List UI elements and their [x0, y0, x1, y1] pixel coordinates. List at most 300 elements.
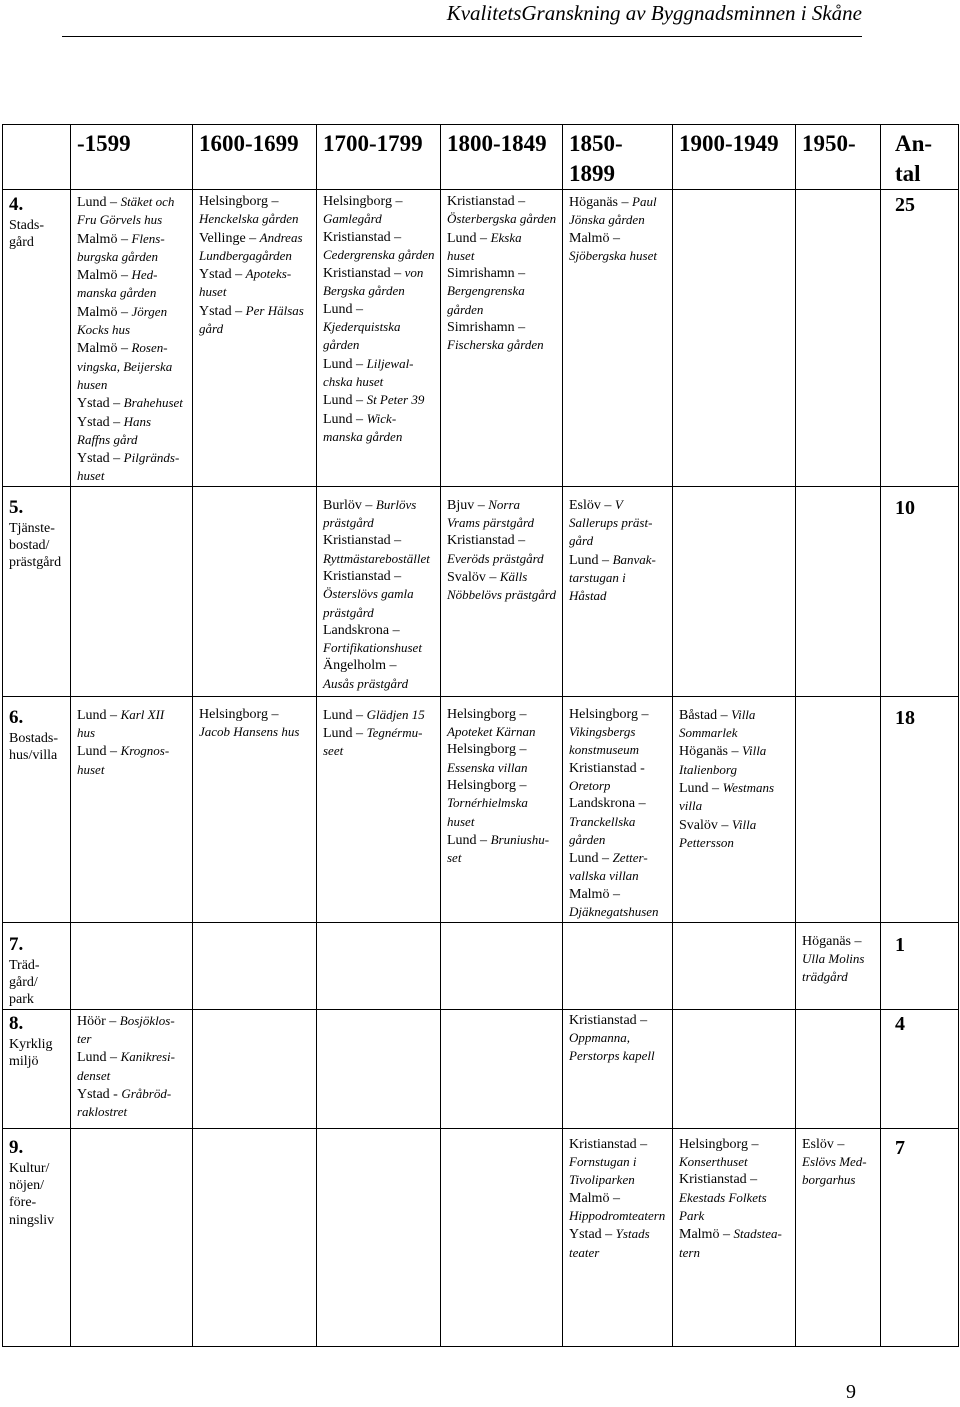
place-name: Lund –	[323, 726, 364, 742]
place-name: Helsingborg –	[447, 706, 527, 722]
building-entry-line	[569, 849, 670, 867]
building-entry-line	[323, 585, 438, 603]
place-name: Bjuv –	[447, 497, 485, 513]
building-cell	[673, 696, 796, 922]
building-name: Villa	[742, 743, 767, 759]
place-name: Malmö –	[77, 231, 128, 247]
building-entry-line	[199, 265, 314, 283]
building-entry-line	[323, 428, 438, 446]
building-entry-line	[569, 1225, 670, 1243]
building-entry-line	[447, 759, 560, 777]
building-entry-line	[77, 284, 190, 302]
building-name: Lundbergagården	[199, 247, 292, 263]
building-entry-line	[447, 794, 560, 812]
building-cell	[563, 1009, 673, 1128]
building-name: Vikingsbergs	[569, 724, 636, 740]
building-name: Perstorps kapell	[569, 1048, 655, 1064]
category-number: 5.	[9, 496, 24, 518]
building-count: 1	[895, 933, 905, 956]
building-name: Fortifikationshuset	[323, 640, 422, 656]
table-header-row	[3, 125, 959, 190]
category-cell	[3, 1128, 71, 1346]
building-name: Österslövs gamla	[323, 586, 414, 602]
header-cell-period	[563, 125, 673, 190]
category-cell	[3, 696, 71, 922]
building-name: Bergengrenska	[447, 283, 525, 299]
place-name: Ystad –	[199, 303, 243, 319]
place-name: Lund –	[323, 301, 364, 317]
building-name: chska huset	[323, 373, 384, 389]
building-entry-line	[77, 1085, 190, 1103]
empty-cell	[71, 1128, 193, 1346]
header-cell-period	[71, 125, 193, 190]
building-name: manska gården	[77, 285, 157, 301]
building-name: trädgård	[802, 969, 848, 985]
building-entry-line	[323, 355, 438, 373]
category-cell	[3, 922, 71, 1009]
place-name: Kristianstad -	[569, 760, 645, 776]
building-name: Flens-	[131, 230, 165, 246]
header-label-line: 1899	[569, 161, 615, 186]
building-entry-line	[323, 568, 438, 585]
building-name: Kanikresi-	[120, 1049, 175, 1065]
building-cell	[441, 190, 563, 487]
building-entry-line	[569, 903, 670, 921]
building-entry-line	[77, 742, 190, 760]
building-entry-line	[569, 1012, 670, 1029]
category-label-line: Träd-	[9, 957, 40, 973]
building-name: Kjederquistska	[323, 319, 401, 335]
building-name: teater	[569, 1244, 600, 1260]
building-count: 7	[895, 1136, 905, 1159]
place-name: Eslöv –	[802, 1136, 845, 1152]
empty-cell	[673, 1009, 796, 1128]
building-entry-line	[569, 1171, 670, 1189]
building-name: Paul	[632, 194, 657, 209]
building-name: Jönska gården	[569, 212, 645, 228]
building-cell	[441, 696, 563, 922]
table-row	[3, 486, 959, 696]
header-cell-count	[881, 125, 959, 190]
header-cell-period	[673, 125, 796, 190]
place-name: Simrishamn –	[447, 266, 526, 282]
building-name: von	[404, 265, 424, 281]
empty-cell	[796, 486, 881, 696]
category-number: 4.	[9, 194, 24, 215]
building-entry-line	[323, 193, 438, 210]
building-entry-line	[802, 968, 878, 986]
place-name: Höganäs –	[679, 744, 739, 760]
place-name: Lund –	[323, 393, 364, 409]
place-name: Malmö –	[77, 341, 128, 357]
building-entry-line	[802, 950, 878, 968]
building-name: Banvak-	[612, 551, 656, 567]
category-label-line: ningsliv	[9, 1212, 55, 1228]
building-count: 10	[895, 496, 915, 519]
place-name: Lund –	[447, 832, 488, 848]
place-name: Lund –	[323, 707, 364, 723]
building-name: Ystads	[615, 1226, 650, 1242]
building-entry-line	[569, 1047, 670, 1065]
place-name: Helsingborg –	[199, 706, 279, 722]
building-entry-line	[323, 264, 438, 282]
building-entry-line	[569, 831, 670, 849]
building-entry-line	[569, 193, 670, 211]
place-name: Lund –	[447, 230, 488, 246]
place-name: Malmö –	[77, 304, 128, 320]
building-name: huset	[199, 284, 227, 300]
building-name: gård	[569, 533, 594, 549]
building-name: tarstugan i	[569, 569, 626, 585]
building-entry-line	[569, 867, 670, 885]
count-cell	[881, 1009, 959, 1128]
building-cell	[317, 190, 441, 487]
building-name: ter	[77, 1031, 92, 1047]
place-name: Helsingborg –	[323, 194, 403, 209]
building-cell	[796, 1128, 881, 1346]
place-name: Helsingborg –	[679, 1136, 759, 1152]
building-name: Nöbbelövs prästgård	[447, 587, 556, 603]
building-name: Håstad	[569, 588, 607, 604]
place-name: Ängelholm –	[323, 658, 397, 674]
building-entry-line	[447, 550, 560, 568]
building-name: Ulla Molins	[802, 951, 865, 967]
building-name: prästgård	[323, 604, 374, 620]
building-name: Westmans	[722, 779, 775, 795]
place-name: Båstad –	[679, 707, 728, 723]
category-label-line: bostad/	[9, 538, 50, 554]
building-name: Italienborg	[679, 761, 738, 777]
place-name: Lund –	[569, 851, 610, 867]
building-name: St Peter 39	[366, 392, 425, 408]
place-name: Helsingborg –	[569, 706, 649, 722]
building-entry-line	[569, 496, 670, 514]
building-entry-line	[447, 532, 560, 549]
building-cell	[563, 190, 673, 487]
category-number: 8.	[9, 1012, 24, 1034]
building-name: Sommarlek	[679, 725, 738, 741]
building-name: Villa	[731, 816, 757, 832]
building-entry-line	[802, 1136, 878, 1153]
building-inventory-table	[2, 124, 959, 1347]
building-name: Liljewal-	[366, 355, 414, 371]
table-row	[3, 190, 959, 487]
category-label-line: gård	[9, 235, 34, 251]
building-name: Essenska villan	[447, 759, 528, 775]
building-entry-line	[77, 1067, 190, 1085]
header-label-line: 1800-1849	[447, 131, 547, 156]
building-name: konstmuseum	[569, 742, 640, 758]
empty-cell	[317, 1009, 441, 1128]
building-name: Cedergrenska gården	[323, 246, 435, 262]
building-cell	[193, 190, 317, 487]
building-entry-line	[77, 467, 190, 485]
building-name: Gråbröd-	[121, 1085, 172, 1101]
building-name: Hed-	[131, 267, 158, 283]
building-entry-line	[77, 1048, 190, 1066]
building-name: Pilgränds-	[123, 450, 180, 466]
building-cell	[563, 696, 673, 922]
place-name: Landskrona –	[323, 622, 400, 638]
building-entry-line	[569, 1207, 670, 1225]
building-entry-line	[447, 831, 560, 849]
page-number: 9	[846, 1381, 856, 1403]
building-name: Bosjöklos-	[119, 1012, 175, 1028]
building-entry-line	[679, 1207, 793, 1225]
building-entry-line	[323, 496, 438, 514]
place-name: Landskrona –	[569, 796, 646, 812]
count-cell	[881, 190, 959, 487]
building-entry-line	[447, 229, 560, 247]
empty-cell	[193, 922, 317, 1009]
building-entry-line	[569, 587, 670, 605]
header-rule	[62, 36, 862, 37]
building-count: 4	[895, 1012, 905, 1035]
building-entry-line	[802, 1153, 878, 1171]
building-name: husen	[77, 376, 108, 392]
empty-cell	[317, 922, 441, 1009]
building-name: Burlövs	[375, 496, 417, 512]
building-name: Everöds prästgård	[447, 550, 544, 566]
category-label-line: Stads-	[9, 218, 44, 233]
building-entry-line	[447, 265, 560, 282]
category-label-line: park	[9, 992, 34, 1008]
building-entry-line	[77, 266, 190, 284]
building-entry-line	[199, 247, 314, 265]
building-entry-line	[679, 742, 793, 760]
building-entry-line	[447, 849, 560, 867]
building-name: Stadstea-	[733, 1226, 782, 1242]
building-entry-line	[679, 1244, 793, 1262]
header-cell-period	[796, 125, 881, 190]
building-entry-line	[77, 1103, 190, 1121]
empty-cell	[796, 190, 881, 487]
building-name: Oretorp	[569, 777, 611, 793]
building-entry-line	[323, 639, 438, 657]
place-name: Malmö –	[569, 230, 620, 246]
place-name: Svalöv –	[447, 569, 497, 585]
place-name: Ystad –	[569, 1227, 613, 1243]
category-label-line: hus/villa	[9, 748, 58, 764]
building-name: gård	[199, 321, 224, 337]
building-cell	[441, 486, 563, 696]
building-entry-line	[323, 210, 438, 228]
building-entry-line	[323, 532, 438, 549]
building-name: Jacob Hansens hus	[199, 724, 300, 740]
building-entry-line	[679, 834, 793, 852]
building-cell	[317, 486, 441, 696]
empty-cell	[441, 1128, 563, 1346]
building-name: Eslövs Med-	[802, 1154, 867, 1170]
building-entry-line	[569, 886, 670, 903]
empty-cell	[71, 486, 193, 696]
place-name: Kristianstad –	[323, 266, 402, 282]
header-cell-period	[193, 125, 317, 190]
place-name: Kristianstad –	[323, 533, 402, 549]
place-name: Simrishamn –	[447, 320, 526, 336]
header-label-line: tal	[895, 161, 921, 186]
building-entry-line	[447, 496, 560, 514]
place-name: Helsingborg –	[447, 777, 527, 793]
building-entry-line	[447, 210, 560, 228]
building-name: Kocks hus	[77, 322, 131, 338]
building-entry-line	[447, 282, 560, 300]
building-entry-line	[569, 569, 670, 587]
place-name: Malmö –	[77, 268, 128, 284]
building-name: Rosen-	[131, 340, 168, 356]
building-name: Hans	[123, 413, 152, 429]
building-entry-line	[77, 449, 190, 467]
header-label-line: 1850-	[569, 131, 623, 156]
place-name: Eslöv –	[569, 497, 612, 513]
building-name: seet	[323, 743, 344, 759]
building-name: Villa	[731, 706, 756, 722]
building-entry-line	[77, 724, 190, 742]
building-entry-line	[447, 193, 560, 210]
building-entry-line	[802, 1171, 878, 1189]
building-name: Karl XII	[120, 706, 165, 722]
building-entry-line	[323, 604, 438, 622]
category-number: 7.	[9, 933, 24, 955]
category-cell	[3, 1009, 71, 1128]
building-name: Fornstugan i	[569, 1154, 637, 1170]
building-name: Ausås prästgård	[323, 675, 409, 691]
empty-cell	[441, 1009, 563, 1128]
building-entry-line	[77, 339, 190, 357]
header-label-line: 1950-	[802, 131, 856, 156]
empty-cell	[796, 1009, 881, 1128]
category-cell	[3, 190, 71, 487]
building-entry-line	[199, 283, 314, 301]
place-name: Kristianstad –	[569, 1136, 648, 1152]
place-name: Malmö –	[569, 886, 620, 902]
header-label-line: 1700-1799	[323, 131, 423, 156]
building-name: manska gården	[323, 428, 403, 444]
header-cell-period	[441, 125, 563, 190]
building-name: Brahehuset	[123, 395, 183, 411]
building-name: Norra	[488, 496, 521, 512]
place-name: Ystad –	[77, 396, 121, 412]
building-name: Henckelska gården	[199, 211, 299, 227]
building-entry-line	[199, 320, 314, 338]
category-label-line: Tjänste-	[9, 520, 55, 536]
building-entry-line	[323, 318, 438, 336]
empty-cell	[441, 922, 563, 1009]
place-name: Kristianstad –	[679, 1172, 758, 1188]
building-entry-line	[323, 622, 438, 639]
place-name: Höganäs –	[802, 933, 862, 949]
building-name: Tornérhielmska	[447, 795, 528, 811]
building-name: Jörgen	[131, 303, 168, 319]
count-cell	[881, 696, 959, 922]
place-name: Lund –	[323, 356, 364, 372]
building-entry-line	[323, 675, 438, 693]
building-entry-line	[447, 813, 560, 831]
place-name: Lund –	[77, 195, 118, 210]
header-label-line: An-	[895, 131, 933, 156]
building-entry-line	[569, 1190, 670, 1207]
category-label-line: Kyrklig	[9, 1036, 53, 1052]
building-name: V	[614, 496, 623, 512]
building-cell	[71, 190, 193, 487]
count-cell	[881, 1128, 959, 1346]
building-entry-line	[679, 1189, 793, 1207]
building-name: tern	[679, 1244, 700, 1260]
building-name: Sallerups präst-	[569, 515, 653, 531]
building-name: Bruniushu-	[490, 831, 550, 847]
building-name: denset	[77, 1067, 111, 1083]
place-name: Lund –	[323, 411, 364, 427]
building-entry-line	[569, 211, 670, 229]
building-entry-line	[77, 248, 190, 266]
category-label-line: miljö	[9, 1054, 39, 1070]
empty-cell	[673, 486, 796, 696]
building-entry-line	[77, 230, 190, 248]
building-name: Stäket och	[120, 194, 175, 209]
building-entry-line	[323, 373, 438, 391]
building-entry-line	[569, 230, 670, 247]
building-name: Park	[679, 1207, 705, 1223]
place-name: Helsingborg –	[199, 194, 279, 209]
building-name: Oppmanna,	[569, 1030, 631, 1046]
building-entry-line	[199, 229, 314, 247]
place-name: Kristianstad –	[323, 229, 402, 245]
category-number: 9.	[9, 1136, 24, 1158]
building-name: Fru Görvels hus	[77, 212, 163, 228]
building-cell	[796, 922, 881, 1009]
building-name: Gamlegård	[323, 211, 382, 227]
building-entry-line	[447, 247, 560, 265]
building-name: Sjöbergska huset	[569, 247, 657, 263]
building-entry-line	[323, 282, 438, 300]
building-entry-line	[802, 933, 878, 950]
header-label-line: 1900-1949	[679, 131, 779, 156]
empty-cell	[71, 922, 193, 1009]
building-name: Källs	[499, 568, 528, 584]
building-entry-line	[447, 568, 560, 586]
table-row	[3, 922, 959, 1009]
building-entry-line	[77, 358, 190, 376]
place-name: Kristianstad –	[447, 533, 526, 549]
building-entry-line	[569, 1029, 670, 1047]
building-entry-line	[569, 1136, 670, 1153]
building-name: Fischerska gården	[447, 337, 544, 353]
building-entry-line	[77, 193, 190, 211]
building-name: Wick-	[366, 410, 397, 426]
building-entry-line	[679, 724, 793, 742]
place-name: Malmö –	[569, 1190, 620, 1206]
building-entry-line	[77, 1030, 190, 1048]
building-entry-line	[569, 741, 670, 759]
place-name: Malmö –	[679, 1227, 730, 1243]
header-cell-category	[3, 125, 71, 190]
building-entry-line	[569, 813, 670, 831]
category-label-line: Kultur/	[9, 1160, 50, 1176]
building-entry-line	[323, 336, 438, 354]
building-entry-line	[199, 302, 314, 320]
place-name: Svalöv –	[679, 817, 729, 833]
building-entry-line	[323, 514, 438, 532]
building-entry-line	[447, 586, 560, 604]
building-entry-line	[569, 795, 670, 812]
category-label-line: nöjen/	[9, 1178, 44, 1194]
building-entry-line	[679, 761, 793, 779]
building-name: Djäknegatshusen	[569, 904, 659, 920]
building-name: Ekestads Folkets	[679, 1189, 767, 1205]
empty-cell	[796, 696, 881, 922]
place-name: Lund –	[77, 1050, 118, 1066]
building-entry-line	[679, 816, 793, 834]
